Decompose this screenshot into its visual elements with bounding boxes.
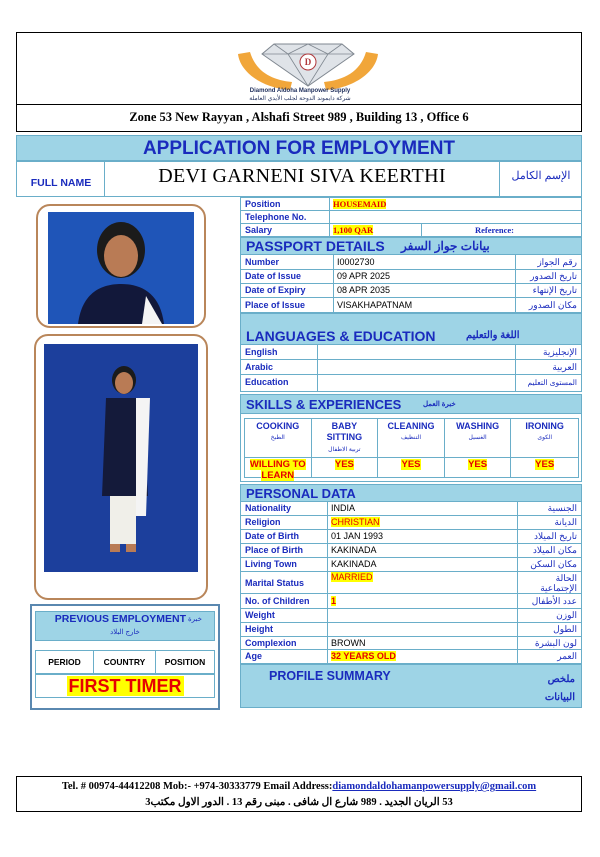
religion-label: Religion bbox=[245, 517, 281, 527]
personal-section-header bbox=[240, 484, 582, 502]
passport-number-label-ar: رقم الجواز bbox=[537, 257, 577, 267]
marital-status-value: MARRIED bbox=[331, 572, 373, 582]
skill-name: BABY SITTING bbox=[326, 421, 363, 442]
footer-address-ar: 53 الريان الجديد . 989 شارع ال شافى . مبنى رقم 13 . الدور الاول مكتب3 bbox=[145, 797, 453, 808]
headshot-photo bbox=[36, 204, 206, 328]
skill-value-text: YES bbox=[334, 459, 354, 470]
previous-employment-subtitle-ar: خارج البلاد bbox=[110, 629, 140, 636]
personal-row bbox=[240, 609, 582, 623]
skill-ironing bbox=[511, 419, 578, 477]
children-label-ar: عدد الأطفال bbox=[531, 596, 577, 606]
skill-name: WASHING bbox=[456, 421, 500, 431]
footer-contact-text: Tel. # 00974-44412208 Mob:- +974-30333779 Email Address: bbox=[61, 781, 333, 792]
living-town-value: KAKINADA bbox=[331, 559, 377, 569]
personal-row bbox=[240, 516, 582, 530]
passport-section-header bbox=[240, 237, 582, 255]
diamond-logo bbox=[228, 36, 388, 96]
skill-name-ar: التنظيف bbox=[400, 435, 422, 441]
passport-issue-label-ar: تاريخ الصدور bbox=[530, 271, 577, 281]
dob-value: 01 JAN 1993 bbox=[331, 531, 384, 541]
nationality-label: Nationality bbox=[245, 503, 292, 513]
arabic-label: Arabic bbox=[245, 362, 274, 372]
marital-status-label-ar: الحالة الإجتماعية bbox=[540, 573, 577, 593]
company-address: Zone 53 New Rayyan , Alshafi Street 989 , Building 13 , Office 6 bbox=[16, 104, 582, 130]
languages-title-ar: اللغة والتعليم bbox=[466, 330, 520, 341]
profile-summary-title: PROFILE SUMMARY bbox=[269, 669, 391, 683]
previous-employment-title: PREVIOUS EMPLOYMENT bbox=[54, 613, 186, 625]
weight-label-ar: الوزن bbox=[556, 610, 577, 620]
personal-row bbox=[240, 650, 582, 664]
svg-text:D: D bbox=[304, 57, 312, 67]
place-of-birth-value: KAKINADA bbox=[331, 545, 377, 555]
skill-name-ar: الغسيل bbox=[468, 435, 487, 441]
children-value: 1 bbox=[331, 596, 337, 606]
languages-section-header bbox=[240, 313, 582, 345]
living-town-label-ar: مكان السكن bbox=[530, 559, 577, 569]
column-country: COUNTRY bbox=[94, 651, 156, 673]
skill-value-text: YES bbox=[468, 459, 488, 470]
education-label-ar: المستوى التعليم bbox=[527, 378, 577, 387]
telephone-row bbox=[240, 211, 582, 224]
full-name-label: FULL NAME bbox=[30, 177, 92, 189]
skill-value bbox=[245, 457, 311, 481]
skill-name-ar: الطبخ bbox=[270, 435, 285, 441]
profile-summary-title-ar: ملخص البيانات bbox=[544, 674, 575, 703]
profile-summary-section bbox=[240, 664, 582, 708]
personal-row bbox=[240, 558, 582, 572]
passport-issue-value: 09 APR 2025 bbox=[337, 271, 391, 281]
english-label: English bbox=[245, 347, 278, 357]
skill-baby-sitting bbox=[312, 419, 379, 477]
passport-issue-label: Date of Issue bbox=[245, 271, 302, 281]
skill-cooking bbox=[245, 419, 312, 481]
skill-value bbox=[312, 457, 378, 471]
age-label: Age bbox=[245, 651, 263, 661]
nationality-value: INDIA bbox=[331, 503, 356, 513]
passport-expiry-label-ar: تاريخ الإنتهاء bbox=[532, 285, 577, 295]
column-position: POSITION bbox=[164, 657, 206, 667]
passport-expiry-value: 08 APR 2035 bbox=[337, 285, 391, 295]
skill-cleaning bbox=[378, 419, 445, 477]
personal-row bbox=[240, 530, 582, 544]
passport-place-value: VISAKHAPATNAM bbox=[337, 300, 413, 310]
dob-label-ar: تاريخ الميلاد bbox=[534, 531, 577, 541]
company-name-ar: شركة دايموند الدوحة لجلب الأيدي العاملة bbox=[249, 96, 351, 102]
passport-title: PASSPORT DETAILS bbox=[246, 238, 385, 254]
skills-table bbox=[244, 418, 579, 481]
telephone-label: Telephone No. bbox=[245, 212, 307, 222]
nationality-label-ar: الجنسية bbox=[547, 503, 577, 513]
children-label: No. of Children bbox=[245, 596, 310, 606]
skill-value-text: WILLING TO LEARN bbox=[249, 459, 306, 481]
personal-title: PERSONAL DATA bbox=[246, 486, 356, 501]
passport-number-value: I0002730 bbox=[337, 257, 375, 267]
languages-title: LANGUAGES & EDUCATION bbox=[246, 328, 436, 344]
previous-employment-title-ar: خبرة bbox=[188, 616, 202, 623]
skills-title-ar: خبرة العمل bbox=[423, 401, 456, 408]
language-row bbox=[240, 360, 582, 375]
passport-row bbox=[240, 298, 582, 313]
full-name-label-ar: الإسم الكامل bbox=[511, 170, 571, 182]
skill-value bbox=[378, 457, 444, 471]
english-label-ar: الإنجليزية bbox=[543, 347, 577, 357]
full-body-photo bbox=[34, 334, 208, 600]
skills-title: SKILLS & EXPERIENCES bbox=[246, 397, 402, 412]
full-name-value: DEVI GARNENI SIVA KEERTHI bbox=[104, 161, 500, 197]
passport-place-label-ar: مكان الصدور bbox=[528, 300, 577, 310]
skill-name-ar: الكوى bbox=[537, 435, 552, 441]
complexion-label-ar: لون البشرة bbox=[534, 638, 577, 648]
passport-row bbox=[240, 284, 582, 298]
personal-row bbox=[240, 623, 582, 637]
language-row bbox=[240, 345, 582, 360]
salary-row bbox=[240, 224, 582, 237]
education-label: Education bbox=[245, 377, 289, 387]
passport-expiry-label: Date of Expiry bbox=[245, 285, 306, 295]
skill-washing bbox=[445, 419, 512, 477]
passport-title-ar: بيانات جواز السفر bbox=[401, 239, 490, 253]
email-link[interactable]: diamondaldohamanpowersupply@gmail.com bbox=[332, 781, 537, 792]
complexion-label: Complexion bbox=[245, 638, 297, 648]
passport-number-label: Number bbox=[245, 257, 280, 267]
skill-name-ar: تربية الاطفال bbox=[328, 447, 361, 453]
skill-value bbox=[445, 457, 511, 471]
salary-value: 1,100 QAR bbox=[333, 225, 374, 235]
religion-value: CHRISTIAN bbox=[331, 517, 380, 527]
height-label-ar: الطول bbox=[553, 624, 577, 634]
skill-name: COOKING bbox=[256, 421, 300, 431]
age-label-ar: العمر bbox=[557, 651, 577, 661]
personal-row bbox=[240, 594, 582, 609]
footer-contact bbox=[16, 781, 582, 792]
previous-employment-columns bbox=[35, 650, 215, 674]
personal-row bbox=[240, 502, 582, 516]
height-label: Height bbox=[245, 624, 273, 634]
first-timer-text: FIRST TIMER bbox=[68, 676, 182, 696]
passport-place-label: Place of Issue bbox=[245, 300, 306, 310]
personal-row bbox=[240, 637, 582, 650]
skill-name: IRONING bbox=[525, 421, 564, 431]
skills-section-header bbox=[240, 394, 582, 414]
place-of-birth-label-ar: مكان الميلاد bbox=[532, 545, 577, 555]
previous-employment-value bbox=[35, 674, 215, 698]
reference-label: Reference: bbox=[475, 225, 515, 235]
column-period: PERIOD bbox=[36, 651, 94, 673]
religion-label-ar: الديانة bbox=[554, 517, 577, 527]
company-name-en: Diamond Aldoha Manpower Supply bbox=[249, 88, 351, 94]
salary-label: Salary bbox=[245, 225, 273, 235]
marital-status-label: Marital Status bbox=[245, 578, 305, 588]
personal-row bbox=[240, 544, 582, 558]
position-row bbox=[240, 197, 582, 211]
skill-value-text: YES bbox=[535, 459, 555, 470]
passport-row bbox=[240, 255, 582, 270]
education-row bbox=[240, 375, 582, 392]
skill-value-text: YES bbox=[401, 459, 421, 470]
skill-value bbox=[511, 457, 578, 471]
arabic-label-ar: العربية bbox=[552, 362, 577, 372]
passport-row bbox=[240, 270, 582, 284]
personal-row bbox=[240, 572, 582, 594]
dob-label: Date of Birth bbox=[245, 531, 299, 541]
position-value: HOUSEMAID bbox=[333, 199, 387, 209]
skill-name: CLEANING bbox=[387, 421, 435, 431]
place-of-birth-label: Place of Birth bbox=[245, 545, 304, 555]
page-title: APPLICATION FOR EMPLOYMENT bbox=[16, 135, 582, 161]
complexion-value: BROWN bbox=[331, 638, 366, 648]
position-label: Position bbox=[245, 199, 281, 209]
living-town-label: Living Town bbox=[245, 559, 297, 569]
age-value: 32 YEARS OLD bbox=[331, 651, 396, 661]
weight-label: Weight bbox=[245, 610, 275, 620]
